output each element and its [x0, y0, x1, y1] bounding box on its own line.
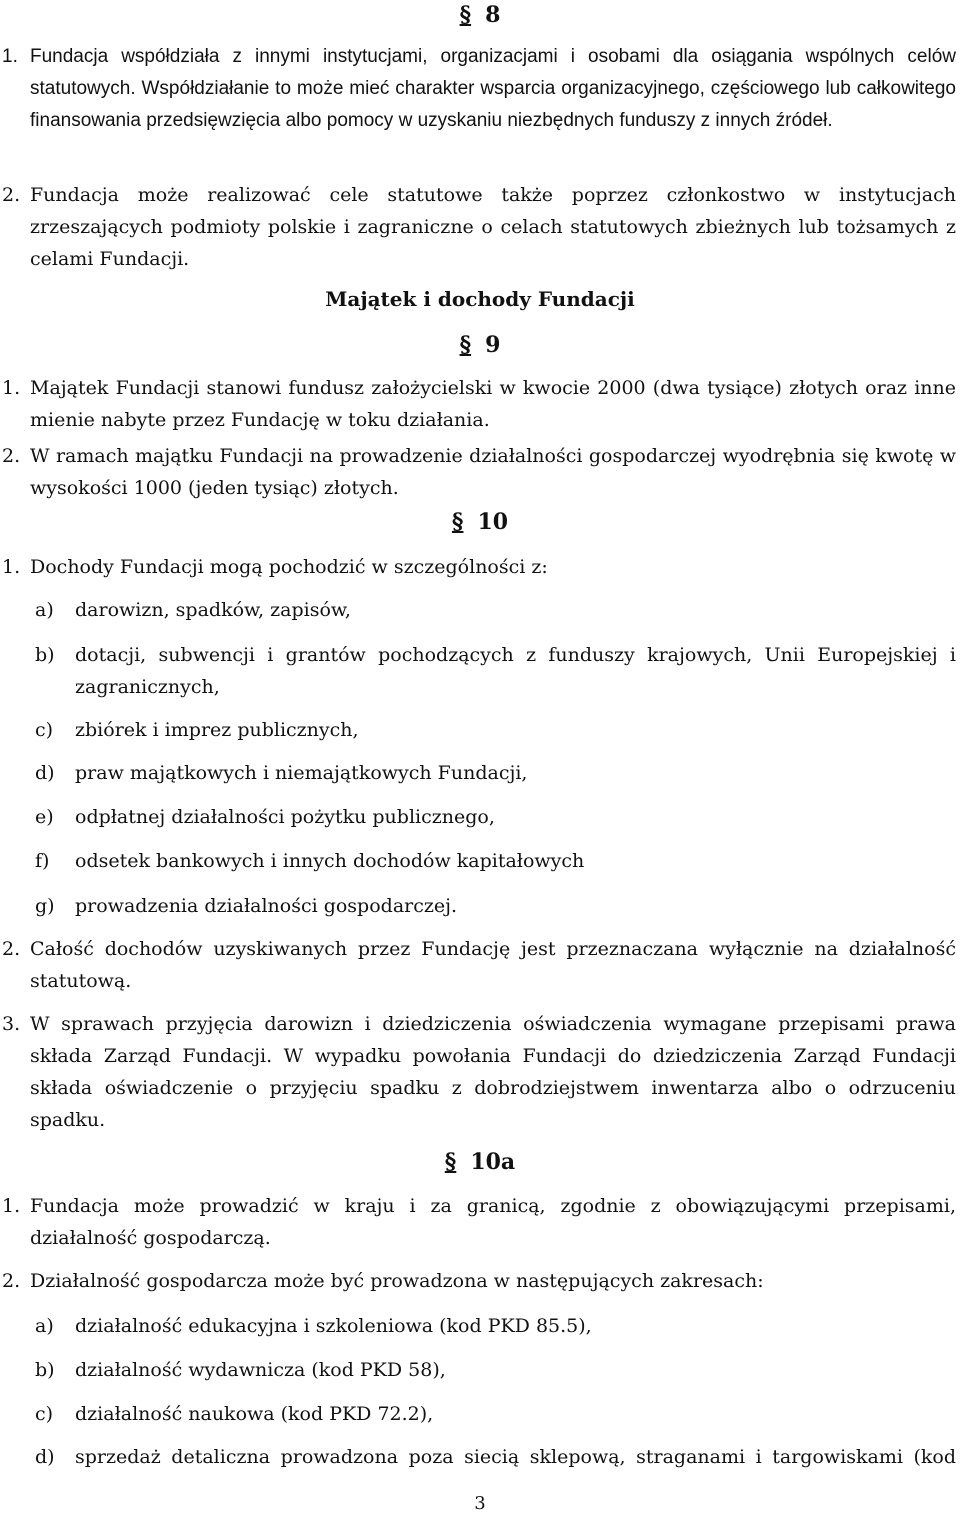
section-8-heading: [0, 0, 960, 30]
list-text: odpłatnej działalności pożytku publicznego,: [75, 806, 495, 828]
section-10-heading: [0, 507, 960, 537]
paragraph-10-1: [2, 551, 956, 583]
section-number: 10a: [470, 1149, 516, 1175]
chapter-heading: Majątek i dochody Fundacji: [325, 287, 635, 311]
list-letter: e): [35, 806, 54, 828]
paragraph-text: Fundacja może realizować cele statutowe także poprzez członkostwo w instytucjach zrzeszających podmioty polskie i zagraniczne o celach statutowych zbieżnych lub tożsamych z celami Fundacji.: [30, 184, 956, 270]
list-text: dotacji, subwencji i grantów pochodzących z funduszy krajowych, Unii Europejskiej i zagranicznych,: [75, 644, 956, 698]
paragraph-10-3: [2, 1008, 956, 1136]
paragraph-number: 2.: [2, 445, 21, 467]
list-item: [35, 639, 956, 703]
list-letter: b): [35, 644, 55, 666]
paragraph-text: Działalność gospodarcza może być prowadzona w następujących zakresach:: [30, 1270, 764, 1292]
list-text: zbiórek i imprez publicznych,: [75, 719, 359, 741]
list-item: [35, 845, 956, 877]
paragraph-8-1: [2, 41, 956, 137]
list-letter: a): [35, 599, 54, 621]
list-text: działalność naukowa (kod PKD 72.2),: [75, 1403, 434, 1425]
paragraph-number: 2.: [2, 184, 21, 206]
paragraph-10a-1: [2, 1190, 956, 1254]
paragraph-text: Całość dochodów uzyskiwanych przez Fundację jest przeznaczana wyłącznie na działalność statutową.: [30, 938, 956, 992]
section-number: 9: [485, 332, 501, 358]
list-item: [35, 1441, 956, 1473]
section-symbol: §: [444, 1149, 457, 1175]
paragraph-text: Majątek Fundacji stanowi fundusz założycielski w kwocie 2000 (dwa tysiące) złotych oraz inne mienie nabyte przez Fundację w toku działania.: [30, 377, 956, 431]
paragraph-10a-2: [2, 1265, 956, 1297]
section-number: 8: [485, 2, 501, 28]
paragraph-9-2: [2, 440, 956, 504]
list-item: [35, 714, 956, 746]
paragraph-number: 1.: [2, 46, 18, 67]
paragraph-10-2: [2, 933, 956, 997]
list-text: działalność edukacyjna i szkoleniowa (kod PKD 85.5),: [75, 1315, 592, 1337]
paragraph-number: 2.: [2, 1270, 21, 1292]
list-item: [35, 757, 956, 789]
list-text: darowizn, spadków, zapisów,: [75, 599, 351, 621]
list-item: [35, 1398, 956, 1430]
paragraph-text: Dochody Fundacji mogą pochodzić w szczególności z:: [30, 556, 548, 578]
paragraph-number: 1.: [2, 377, 21, 399]
paragraph-number: 3.: [2, 1013, 21, 1035]
list-letter: c): [35, 719, 54, 741]
list-item: [35, 801, 956, 833]
paragraph-text: Fundacja współdziała z innymi instytucjami, organizacjami i osobami dla osiągania wspólnych celów statutowych. Współdziałanie to może mieć charakter wsparcia organizacyjnego, częściowego lub całkowitego finansowania przedsięwzięcia albo pomocy w uzyskaniu niezbędnych funduszy z innych źródeł.: [30, 46, 956, 131]
paragraph-9-1: [2, 372, 956, 436]
list-letter: d): [35, 762, 55, 784]
list-text: sprzedaż detaliczna prowadzona poza siecią sklepową, straganami i targowiskami (kod: [75, 1446, 956, 1468]
list-text: działalność wydawnicza (kod PKD 58),: [75, 1359, 446, 1381]
page-number: 3: [474, 1493, 486, 1514]
list-text: prowadzenia działalności gospodarczej.: [75, 895, 458, 917]
list-text: praw majątkowych i niemajątkowych Fundacji,: [75, 762, 528, 784]
list-letter: b): [35, 1359, 55, 1381]
list-text: odsetek bankowych i innych dochodów kapitałowych: [75, 850, 585, 872]
paragraph-number: 2.: [2, 938, 21, 960]
paragraph-number: 1.: [2, 1195, 21, 1217]
list-item: [35, 1310, 956, 1342]
list-item: [35, 1354, 956, 1386]
section-symbol: §: [459, 2, 472, 28]
list-letter: f): [35, 850, 50, 872]
list-letter: g): [35, 895, 55, 917]
list-letter: a): [35, 1315, 54, 1337]
list-letter: d): [35, 1446, 55, 1468]
list-item: [35, 890, 956, 922]
list-letter: c): [35, 1403, 54, 1425]
paragraph-8-2: [2, 179, 956, 275]
paragraph-number: 1.: [2, 556, 21, 578]
list-item: [35, 594, 956, 626]
section-number: 10: [477, 509, 509, 535]
section-symbol: §: [459, 332, 472, 358]
paragraph-text: Fundacja może prowadzić w kraju i za granicą, zgodnie z obowiązującymi przepisami, działalność gospodarczą.: [30, 1195, 956, 1249]
paragraph-text: W sprawach przyjęcia darowizn i dziedziczenia oświadczenia wymagane przepisami prawa składa Zarząd Fundacji. W wypadku powołania Fundacji do dziedziczenia Zarząd Fundacji składa oświadczenie o przyjęciu spadku z dobrodziejstwem inwentarza albo o odrzuceniu spadku.: [30, 1013, 956, 1131]
section-symbol: §: [451, 509, 464, 535]
section-9-heading: [0, 330, 960, 360]
section-10a-heading: [0, 1147, 960, 1177]
paragraph-text: W ramach majątku Fundacji na prowadzenie działalności gospodarczej wyodrębnia się kwotę w wysokości 1000 (jeden tysiąc) złotych.: [30, 445, 956, 499]
